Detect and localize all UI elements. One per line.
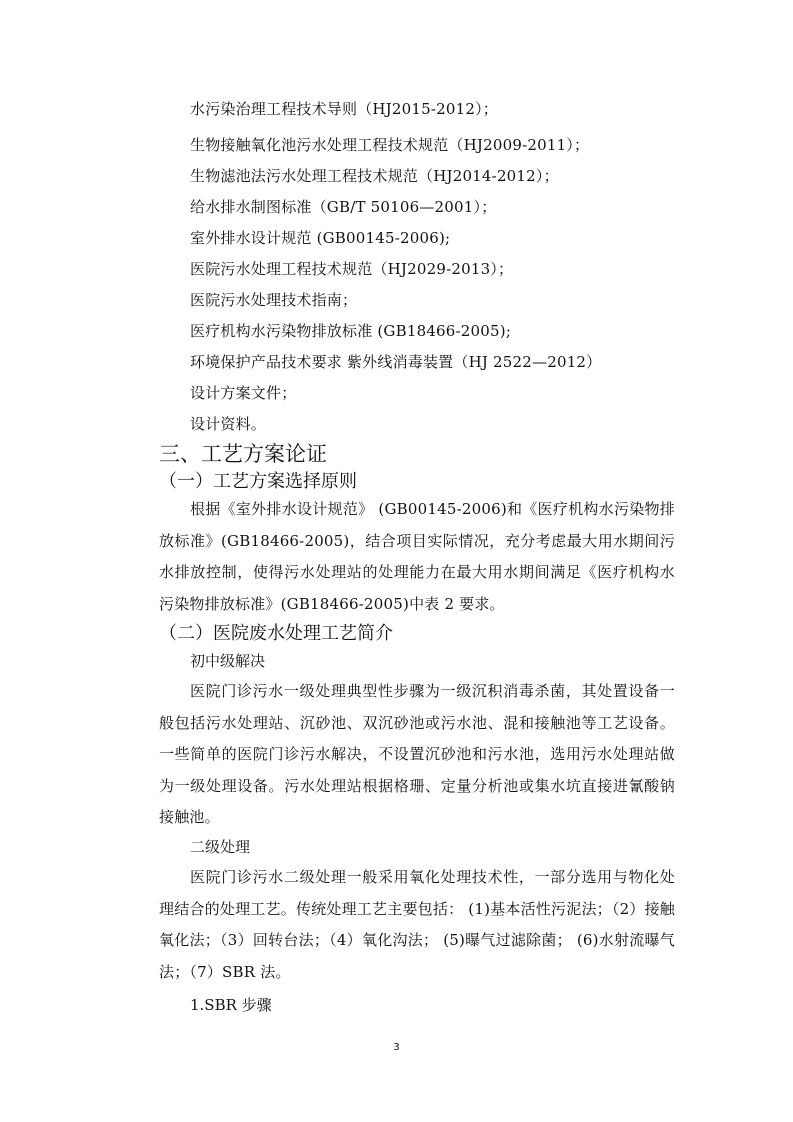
reference-item: 设计资料。 bbox=[190, 415, 267, 433]
paragraph: 医院门诊污水二级处理一般采用氧化处理技术性，一部分选用与物化处理结合的处理工艺。传统处理工艺主要包括： (1)基本活性污泥法；（2）接触氧化法；（3）回转台法；（4）氧化沟法； (5)曝气过滤除菌； (6)水射流曝气法；（7）SBR 法。 bbox=[159, 868, 675, 981]
reference-item: 室外排水设计规范 (GB00145-2006); bbox=[190, 229, 451, 247]
subsection-label: 1.SBR 步骤 bbox=[190, 996, 272, 1014]
reference-item: 设计方案文件； bbox=[190, 384, 297, 402]
paragraph: 医院门诊污水一级处理典型性步骤为一级沉积消毒杀菌，其处置设备一般包括污水处理站、沉砂池、双沉砂池或污水池、混和接触池等工艺设备。一些简单的医院门诊污水解决，不设置沉砂池和污水池，选用污水处理站做为一级处理设备。污水处理站根据格珊、定量分析池或集水坑直接进氰酸钠接触池。 bbox=[159, 682, 675, 826]
reference-item: 给水排水制图标准（GB/T 50106—2001）； bbox=[190, 198, 497, 216]
page-number: 3 bbox=[393, 1042, 400, 1053]
paragraph: 根据《室外排水设计规范》 (GB00145-2006)和《医疗机构水污染物排放标准》(GB18466-2005)，结合项目实际情况，充分考虑最大用水期间污水排放控制，使得污水处理站的处理能力在最大用水期间满足《医疗机构水污染物排放标准》(GB18466-2005)中表 2 要求。 bbox=[159, 500, 675, 613]
reference-item: 生物接触氧化池污水处理工程技术规范（HJ2009-2011）； bbox=[190, 136, 590, 154]
reference-item: 生物滤池法污水处理工程技术规范（HJ2014-2012）； bbox=[190, 167, 559, 185]
reference-item: 医院污水处理技术指南； bbox=[190, 291, 358, 309]
subsection-label: 二级处理 bbox=[190, 838, 251, 856]
subsection-heading: （二）医院废水处理工艺简介 bbox=[159, 623, 393, 644]
reference-item: 医疗机构水污染物排放标准 (GB18466-2005); bbox=[190, 322, 512, 340]
reference-item: 医院污水处理工程技术规范（HJ2029-2013）； bbox=[190, 260, 514, 278]
subsection-heading: （一）工艺方案选择原则 bbox=[159, 471, 357, 492]
section-heading: 三、工艺方案论证 bbox=[159, 442, 327, 466]
subsection-label: 初中级解决 bbox=[190, 652, 266, 670]
reference-item: 水污染治理工程技术导则（HJ2015-2012）； bbox=[190, 100, 499, 118]
reference-item: 环境保护产品技术要求 紫外线消毒装置（HJ 2522—2012） bbox=[190, 353, 602, 371]
